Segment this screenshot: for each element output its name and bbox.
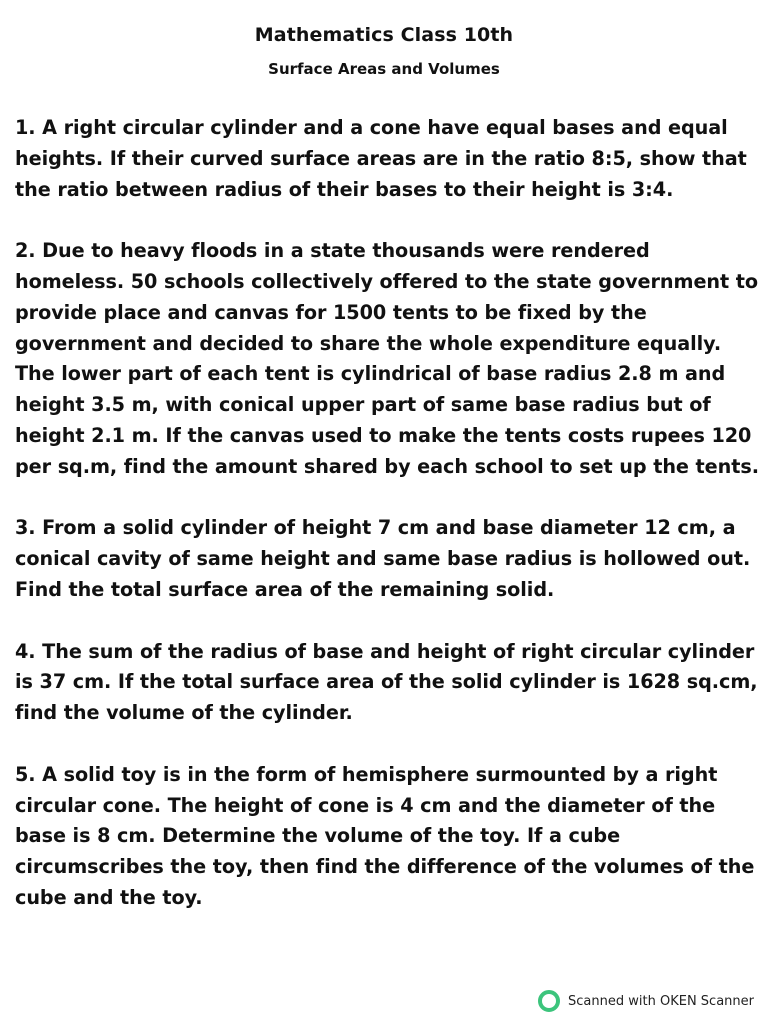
question-list — [15, 113, 760, 914]
oken-scanner-logo-icon — [538, 990, 560, 1012]
page-title: Mathematics Class 10th — [254, 24, 514, 46]
question-1: 1. A right circular cylinder and a cone have equal bases and equal heights. If their curved surface areas are in the ratio 8:5, show that the ratio between radius of their bases to their height is 3:4. — [15, 116, 747, 201]
question-4: 4. The sum of the radius of base and height of right circular cylinder is 37 cm. If the total surface area of the solid cylinder is 1628 sq.cm, find the volume of the cylinder. — [15, 639, 758, 725]
scanner-text: Scanned with OKEN Scanner — [568, 993, 754, 1009]
question-2: 2. Due to heavy floods in a state thousands were rendered homeless. 50 schools collectively offered to the state government to provide place and canvas for 1500 tents to be fixed by the government and decided to share the whole expenditure equally. The lower part of each tent is cylindrical of base radius 2.8 m and height 3.5 m, with conical upper part of same base radius but of height 2.1 m. If the canvas used to make the tents costs rupees 120 per sq.m, find the amount shared by each school to set up the tents. — [15, 239, 759, 478]
question-5: 5. A solid toy is in the form of hemisphere surmounted by a right circular cone. The height of cone is 4 cm and the diameter of the base is 8 cm. Determine the volume of the toy. If a cube circumscribes the toy, then find the difference of the volumes of the cube and the toy. — [15, 762, 755, 909]
page-subtitle: Surface Areas and Volumes — [268, 60, 500, 78]
scanner-watermark — [538, 990, 754, 1012]
question-3: 3. From a solid cylinder of height 7 cm and base diameter 12 cm, a conical cavity of same height and same base radius is hollowed out. Find the total surface area of the remaining solid. — [15, 516, 751, 601]
